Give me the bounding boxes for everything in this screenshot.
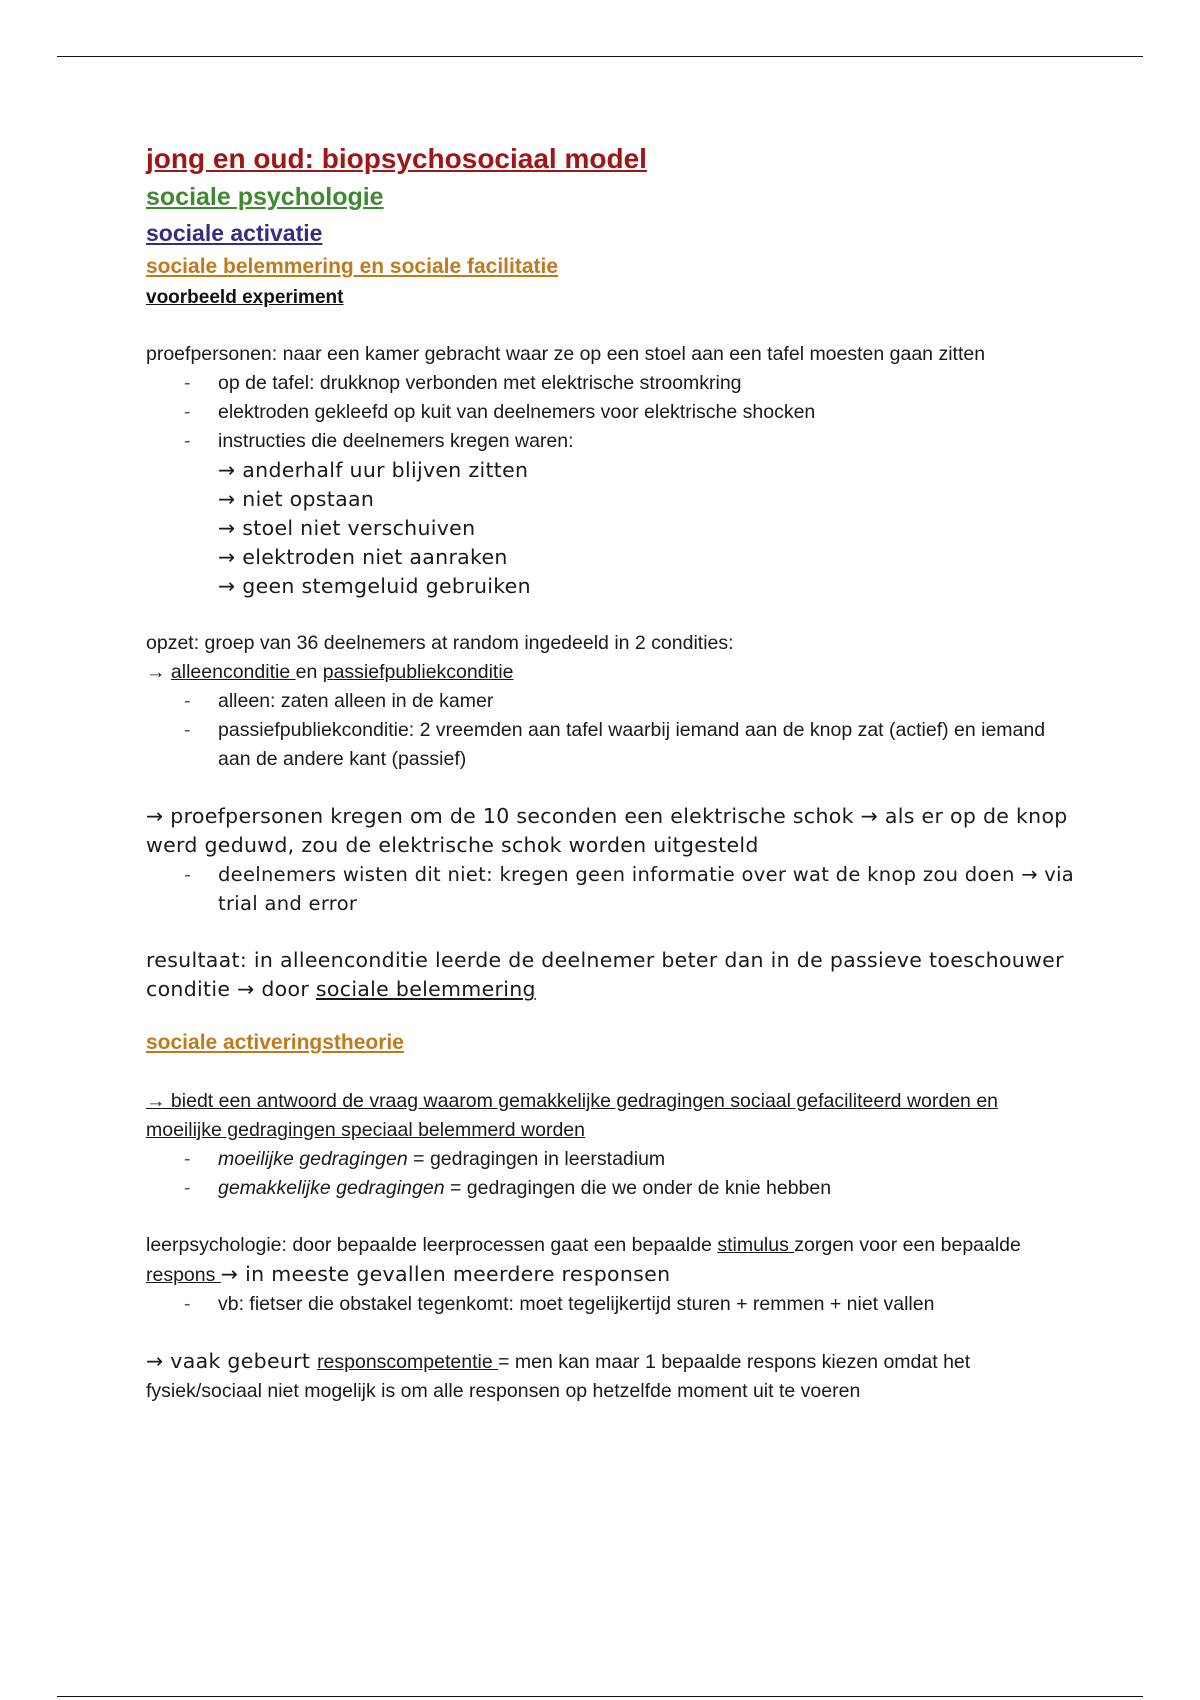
footer-rule — [57, 1696, 1143, 1697]
result-term: sociale belemmering — [315, 977, 536, 1001]
learning-paragraph — [146, 1231, 1076, 1290]
instruction-item: → stoel niet verschuiven — [218, 516, 476, 540]
conditions-line — [146, 658, 1076, 687]
experiment-list — [146, 369, 1076, 456]
respons-term: respons — [146, 1264, 221, 1286]
and-text: en — [295, 661, 323, 683]
instruction-item: → anderhalf uur blijven zitten — [218, 458, 529, 482]
competition-text: → vaak gebeurt — [146, 1349, 318, 1373]
list-item: - elektroden gekleefd op kuit van deelnemers voor elektrische shocken — [218, 398, 1076, 427]
definition-term: moeilijke gedragingen — [218, 1148, 408, 1170]
experiment-intro: proefpersonen: naar een kamer gebracht waar ze op een stoel aan een tafel moesten gaan zitten — [146, 343, 986, 365]
instruction-list — [146, 456, 1076, 601]
example-heading: voorbeeld experiment — [146, 287, 344, 308]
result-paragraph — [146, 946, 1076, 1004]
instruction-item: → geen stemgeluid gebruiken — [218, 574, 531, 598]
arrow-text: → — [146, 661, 171, 683]
theory-heading: sociale activeringstheorie — [146, 1031, 404, 1054]
theory-statement-text: → biedt een antwoord de vraag waarom gemakkelijke gedragingen sociaal gefaciliteerd worden en moeilijke gedragingen speciaal belemmerd worden — [146, 1090, 999, 1141]
competition-paragraph — [146, 1347, 1076, 1406]
definition-term: gemakkelijke gedragingen — [218, 1177, 445, 1199]
list-item: - vb: fietser die obstakel tegenkomt: moet tegelijkertijd sturen + remmen + niet vallen — [218, 1290, 1076, 1319]
learning-text: leerpsychologie: door bepaalde leerprocessen gaat een bepaalde — [146, 1234, 718, 1256]
subsection-heading: sociale activatie — [146, 220, 323, 246]
competition-term: responscompetentie — [317, 1351, 499, 1373]
list-item: - op de tafel: drukknop verbonden met elektrische stroomkring — [218, 369, 1076, 398]
instruction-item: → niet opstaan — [218, 487, 375, 511]
learning-text: → in meeste gevallen meerdere responsen — [220, 1262, 671, 1286]
theory-statement — [146, 1087, 1076, 1145]
setup-line: opzet: groep van 36 deelnemers at random ingedeeld in 2 condities: — [146, 632, 734, 654]
shock-list — [146, 860, 1076, 918]
topic-heading: sociale belemmering en sociale facilitatie — [146, 255, 559, 278]
condition-passive: passiefpubliekconditie — [322, 661, 514, 683]
learning-text: zorgen voor een bepaalde — [794, 1234, 1021, 1256]
section-heading: sociale psychologie — [146, 183, 384, 211]
result-text: resultaat: in alleenconditie leerde de deelnemer beter dan in de passieve toeschouwer conditie → door — [146, 948, 1064, 1001]
title-heading: jong en oud: biopsychosociaal model — [146, 143, 647, 174]
stimulus-term: stimulus — [717, 1234, 795, 1256]
list-item: - passiefpubliekconditie: 2 vreemden aan tafel waarbij iemand aan de knop zat (actief) en iemand aan de andere kant (passief) — [218, 716, 1076, 774]
competition-text: = men kan maar 1 bepaalde respons kiezen omdat het fysiek/sociaal niet mogelijk is om alle responsen op hetzelfde moment uit te voeren — [146, 1351, 971, 1402]
document-body — [146, 140, 1076, 1406]
list-item: - instructies die deelnemers kregen waren: — [218, 427, 1076, 456]
definition-list — [146, 1145, 1076, 1203]
header-rule — [57, 56, 1143, 57]
list-item — [218, 1145, 1076, 1174]
instruction-item: → elektroden niet aanraken — [218, 545, 508, 569]
conditions-list — [146, 687, 1076, 774]
definition-text: = gedragingen die we onder de knie hebben — [444, 1177, 832, 1199]
learning-list — [146, 1290, 1076, 1319]
shock-line: → proefpersonen kregen om de 10 seconden een elektrische schok → als er op de knop werd geduwd, zou de elektrische schok worden uitgesteld — [146, 804, 1068, 857]
list-item: - deelnemers wisten dit niet: kregen geen informatie over wat de knop zou doen → via trial and error — [218, 860, 1076, 918]
list-item — [218, 1174, 1076, 1203]
list-item: - alleen: zaten alleen in de kamer — [218, 687, 1076, 716]
condition-alone: alleenconditie — [170, 661, 296, 683]
definition-text: = gedragingen in leerstadium — [407, 1148, 666, 1170]
